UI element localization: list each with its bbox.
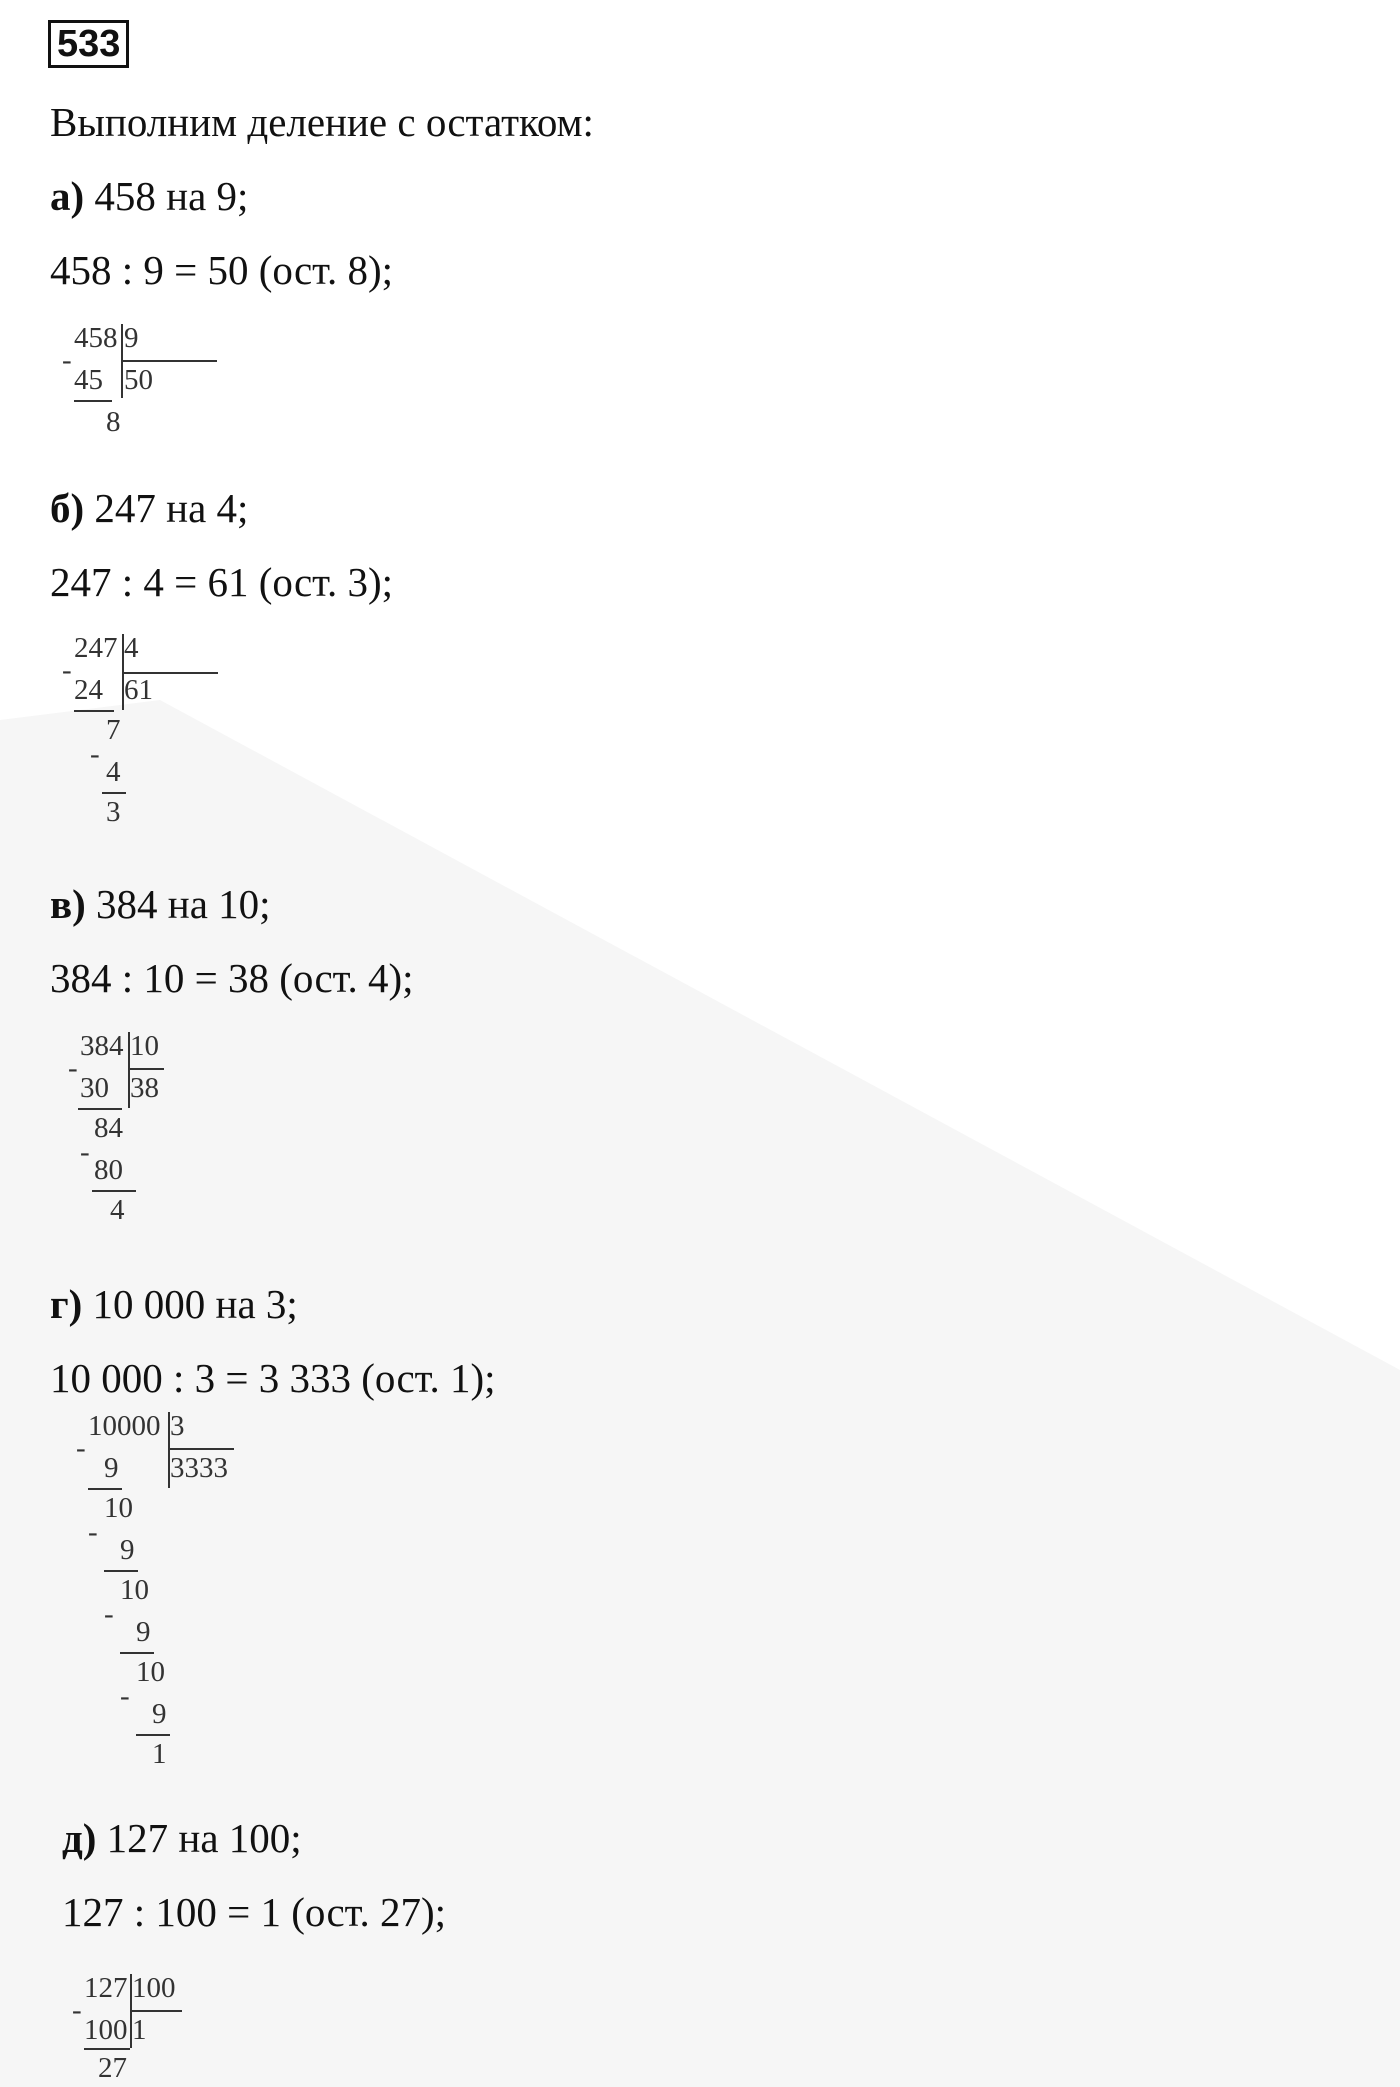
dividend: 127 xyxy=(84,1972,128,2004)
subtrahend: 30 xyxy=(80,1072,109,1104)
dividend: 247 xyxy=(74,632,118,664)
partial-dividend: 10 xyxy=(104,1492,133,1524)
part-d-label: д) xyxy=(62,1815,97,1861)
subtrahend: 80 xyxy=(94,1154,123,1186)
partial-dividend: 10 xyxy=(136,1656,165,1688)
problem-number: 533 xyxy=(48,20,129,68)
quotient-line xyxy=(121,360,217,362)
quotient: 1 xyxy=(132,2014,147,2046)
minus-sign: - xyxy=(72,1994,82,2026)
minus-sign: - xyxy=(62,654,72,686)
part-b-equation: 247 : 4 = 61 (ост. 3); xyxy=(50,559,394,605)
part-g-task-text: 10 000 на 3; xyxy=(92,1281,298,1327)
dividend: 384 xyxy=(80,1030,124,1062)
intro-text: Выполним деление с остатком: xyxy=(50,99,594,145)
part-a-equation: 458 : 9 = 50 (ост. 8); xyxy=(50,247,394,293)
quotient-line xyxy=(168,1448,234,1450)
step-line xyxy=(88,1488,122,1490)
minus-sign: - xyxy=(62,344,72,376)
step-line xyxy=(92,1190,136,1192)
divisor: 3 xyxy=(170,1410,185,1442)
remainder: 3 xyxy=(106,796,121,828)
minus-sign: - xyxy=(68,1052,78,1084)
part-v-label: в) xyxy=(50,881,86,927)
minus-sign: - xyxy=(76,1432,86,1464)
part-a-task xyxy=(50,172,248,220)
step-line xyxy=(74,400,112,402)
quotient-line xyxy=(130,2010,182,2012)
part-a-task-text: 458 на 9; xyxy=(94,173,249,219)
remainder: 4 xyxy=(110,1194,125,1226)
subtrahend: 24 xyxy=(74,674,103,706)
part-b-label: б) xyxy=(50,485,85,531)
part-b-task-text: 247 на 4; xyxy=(94,485,249,531)
quotient: 38 xyxy=(130,1072,159,1104)
minus-sign: - xyxy=(90,738,100,770)
part-g-task xyxy=(50,1280,298,1328)
part-d-equation: 127 : 100 = 1 (ост. 27); xyxy=(62,1889,447,1935)
minus-sign: - xyxy=(104,1598,114,1630)
minus-sign: - xyxy=(120,1680,130,1712)
divisor: 10 xyxy=(130,1030,159,1062)
quotient: 61 xyxy=(124,674,153,706)
step-line xyxy=(78,1108,122,1110)
part-a-label: а) xyxy=(50,173,85,219)
step-line xyxy=(104,1570,138,1572)
part-d-task-text: 127 на 100; xyxy=(106,1815,302,1861)
part-d-task xyxy=(62,1814,302,1862)
part-g-label: г) xyxy=(50,1281,83,1327)
step-line xyxy=(136,1734,170,1736)
part-v-equation: 384 : 10 = 38 (ост. 4); xyxy=(50,955,414,1001)
part-b-task xyxy=(50,484,248,532)
remainder: 8 xyxy=(106,406,121,438)
part-g-equation: 10 000 : 3 = 3 333 (ост. 1); xyxy=(50,1355,496,1401)
quotient: 50 xyxy=(124,364,153,396)
minus-sign: - xyxy=(88,1516,98,1548)
divisor: 4 xyxy=(124,632,139,664)
subtrahend: 100 xyxy=(84,2014,128,2046)
partial-dividend: 84 xyxy=(94,1112,123,1144)
quotient-line xyxy=(128,1068,164,1070)
step-line xyxy=(120,1652,154,1654)
partial-dividend: 7 xyxy=(106,714,121,746)
subtrahend: 9 xyxy=(136,1616,151,1648)
remainder: 27 xyxy=(98,2052,127,2084)
remainder: 1 xyxy=(152,1738,167,1770)
subtrahend: 9 xyxy=(152,1698,167,1730)
divisor: 100 xyxy=(132,1972,176,2004)
part-v-task-text: 384 на 10; xyxy=(96,881,271,927)
step-line xyxy=(74,710,114,712)
subtrahend: 4 xyxy=(106,756,121,788)
partial-dividend: 10 xyxy=(120,1574,149,1606)
step-line xyxy=(102,792,126,794)
quotient: 3333 xyxy=(170,1452,228,1484)
subtrahend: 9 xyxy=(104,1452,119,1484)
divisor: 9 xyxy=(124,322,139,354)
dividend: 10000 xyxy=(88,1410,161,1442)
subtrahend: 9 xyxy=(120,1534,135,1566)
subtrahend: 45 xyxy=(74,364,103,396)
part-v-task xyxy=(50,880,271,928)
dividend: 458 xyxy=(74,322,118,354)
minus-sign: - xyxy=(80,1136,90,1168)
step-line xyxy=(84,2048,130,2050)
